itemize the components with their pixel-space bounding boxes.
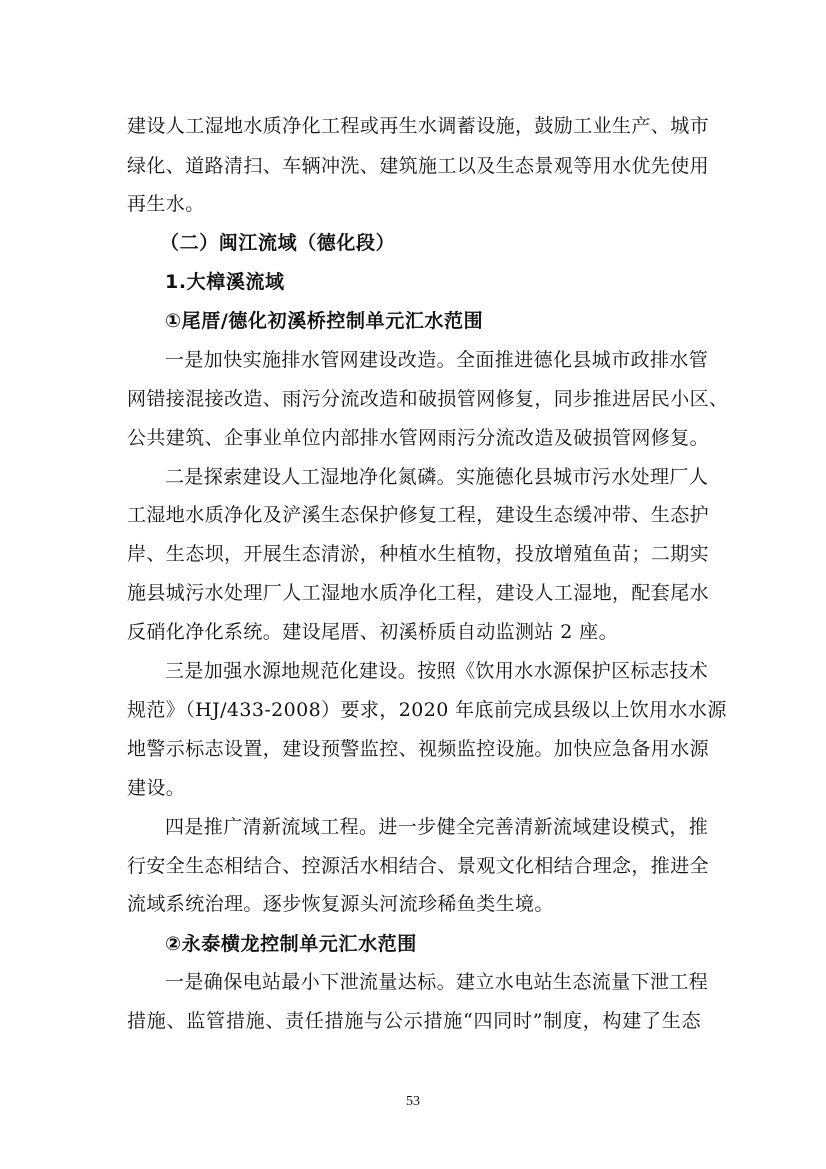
paragraph-line: 建设人工湿地水质净化工程或再生水调蓄设施，鼓励工业生产、城市	[127, 115, 710, 137]
paragraph-line: 流域系统治理。逐步恢复源头河流珍稀鱼类生境。	[127, 893, 554, 915]
paragraph-line: 地警示标志设置，建设预警监控、视频监控设施。加快应急备用水源	[127, 738, 710, 760]
paragraph-line: 建设。	[127, 777, 186, 799]
paragraph-line: 一是确保电站最小下泄流量达标。建立水电站生态流量下泄工程	[165, 971, 709, 993]
paragraph-line: 三是加强水源地规范化建设。按照《饮用水水源保护区标志技术	[165, 660, 709, 682]
paragraph-line: 施县城污水处理厂人工湿地水质净化工程，建设人工湿地，配套尾水	[127, 582, 710, 604]
paragraph-line: 规范》（HJ/433-2008）要求，2020 年底前完成县级以上饮用水水源	[127, 699, 727, 721]
paragraph-line: 措施、监管措施、责任措施与公示措施“四同时”制度，构建了生态	[127, 1010, 701, 1032]
paragraph-line: 一是加快实施排水管网建设改造。全面推进德化县城市政排水管	[165, 349, 709, 371]
paragraph-line: 反硝化净化系统。建设尾厝、初溪桥质自动监测站 2 座。	[127, 621, 618, 643]
paragraph-line: 公共建筑、企事业单位内部排水管网雨污分流改造及破损管网修复。	[127, 427, 710, 449]
paragraph-line: 绿化、道路清扫、车辆冲洗、建筑施工以及生态景观等用水优先使用	[127, 155, 710, 177]
page-number: 53	[406, 1094, 420, 1109]
subsection-heading: 1.大樟溪流域	[165, 271, 285, 293]
paragraph-line: 工湿地水质净化及浐溪生态保护修复工程，建设生态缓冲带、生态护	[127, 504, 710, 526]
unit-heading: ①尾厝/德化初溪桥控制单元汇水范围	[165, 310, 484, 332]
paragraph-line: 再生水。	[127, 193, 205, 215]
unit-heading: ②永泰横龙控制单元汇水范围	[165, 933, 417, 955]
paragraph-line: 岸、生态坝，开展生态清淤，种植水生植物，投放增殖鱼苗；二期实	[127, 543, 710, 565]
paragraph-line: 二是探索建设人工湿地净化氮磷。实施德化县城市污水处理厂人	[165, 466, 709, 488]
paragraph-line: 四是推广清新流域工程。进一步健全完善清新流域建设模式，推	[165, 816, 709, 838]
paragraph-line: 网错接混接改造、雨污分流改造和破损管网修复，同步推进居民小区、	[127, 388, 729, 410]
paragraph-line: 行安全生态相结合、控源活水相结合、景观文化相结合理念，推进全	[127, 855, 710, 877]
section-heading: （二）闽江流域（德化段）	[160, 232, 396, 254]
